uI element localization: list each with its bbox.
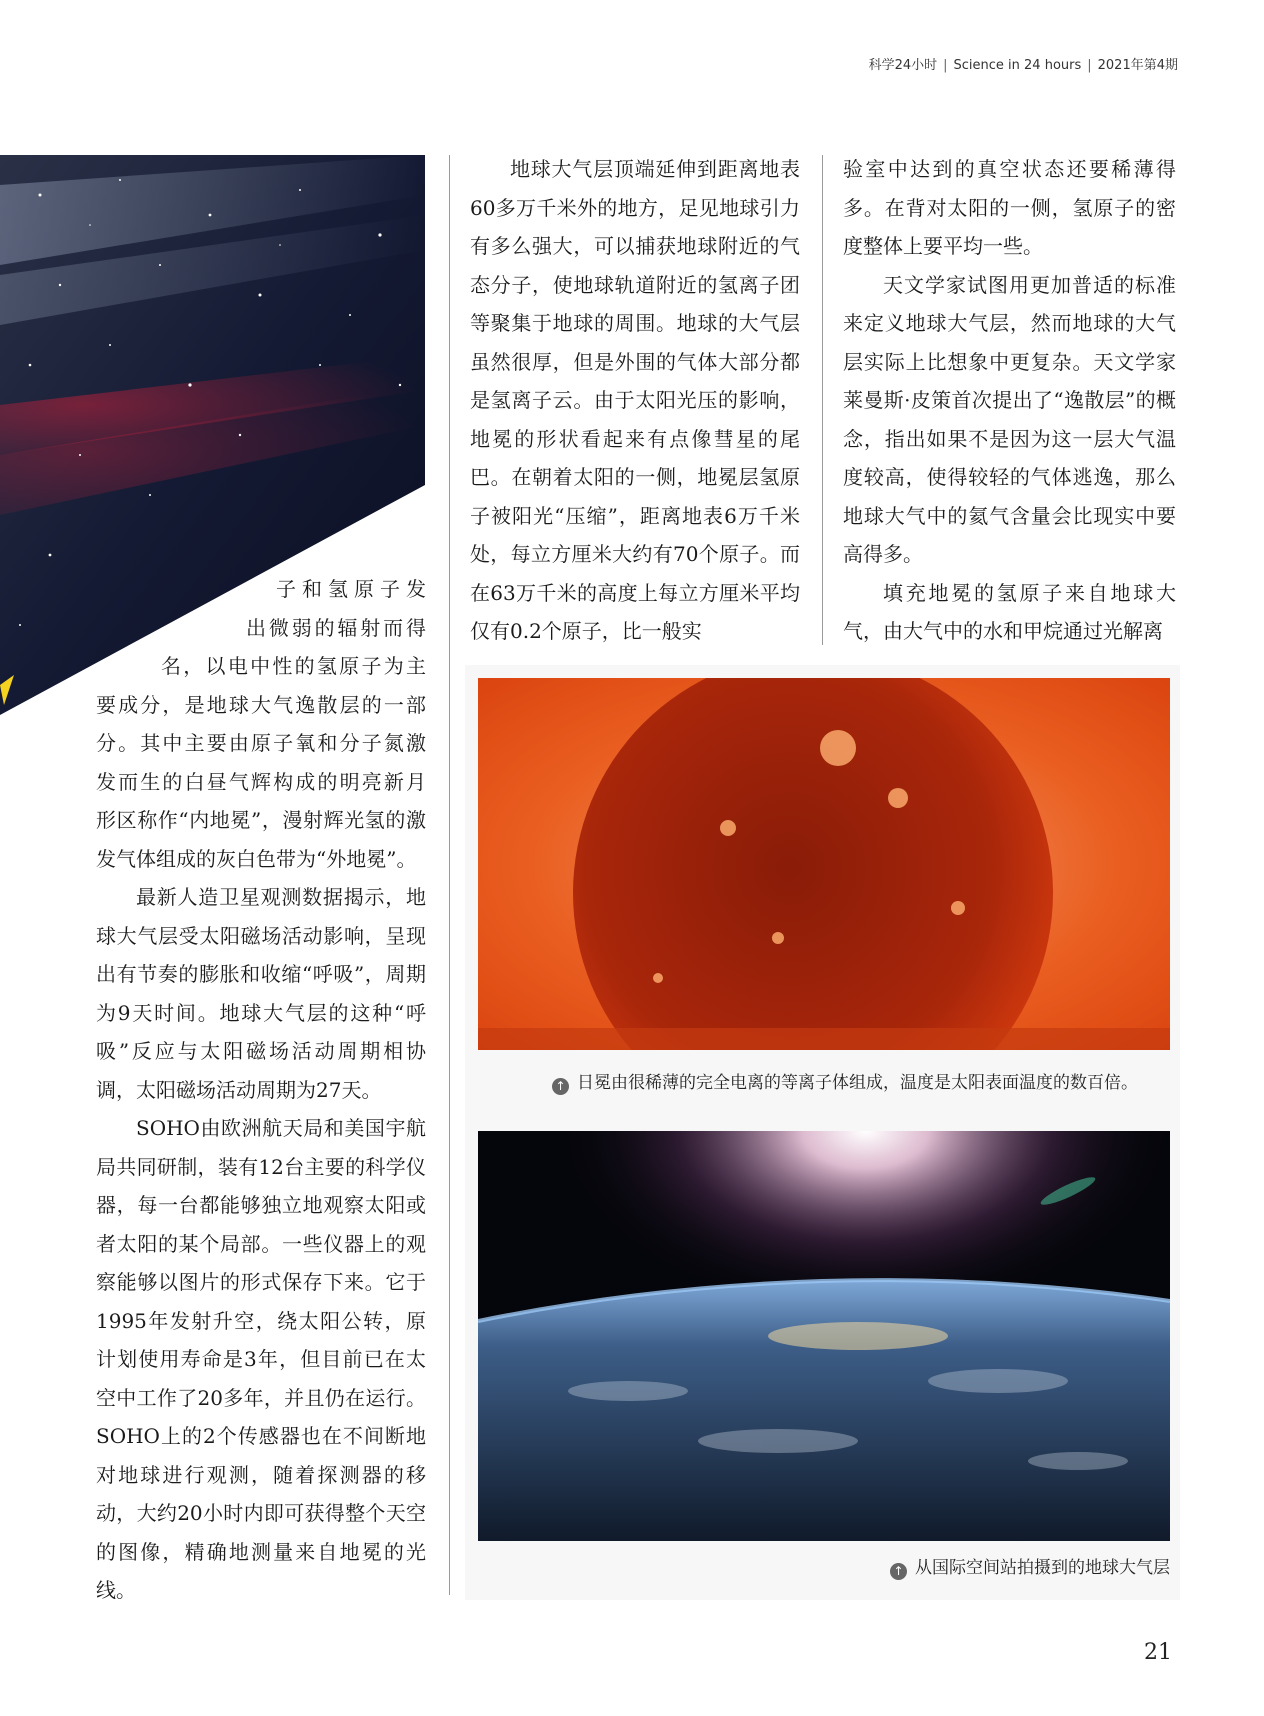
issue-number: 2021年第4期 (1097, 58, 1178, 73)
solar-corona-photo (478, 678, 1170, 1050)
right-para-3: 填充地冕的氢原子来自地球大气，由大气中的水和甲烷通过光解离 (843, 580, 1176, 643)
middle-column (470, 150, 800, 651)
arrow-up-icon: ↑ (890, 1563, 907, 1580)
arrow-up-icon: ↑ (552, 1078, 569, 1095)
caption-text: 从国际空间站拍摄到的地球大气层 (915, 1558, 1170, 1578)
column-divider (822, 155, 823, 645)
running-header (869, 54, 1178, 73)
text-line: 形区称作“内地冕”，漫射辉光氢的激 (96, 808, 426, 832)
text-line: 出微弱的辐射而得 (246, 615, 426, 640)
journal-name-en: Science in 24 hours (953, 58, 1082, 73)
caption-solar-corona (552, 1068, 1138, 1095)
text-line: 要成分，是地球大气逸散层的一部 (96, 692, 426, 717)
right-column (843, 150, 1176, 651)
caption-text: 日冕由很稀薄的完全电离的等离子体组成，温度是太阳表面温度的数百倍。 (577, 1073, 1138, 1093)
journal-name-cn: 科学24小时 (868, 58, 938, 73)
header-separator: | (1087, 58, 1092, 73)
text-line: 发气体组成的灰白色带为“外地冕”。 (96, 846, 417, 871)
column-divider (449, 155, 450, 1595)
middle-para-1: 地球大气层顶端延伸到距离地表60多万千米外的地方，足见地球引力有多么强大，可以捕获地球附近的气态分子，使地球轨道附近的氢离子团等聚集于地球的周围。地球的大气层虽然很厚，但是外围的气体大部分都是氢离子云。由于太阳光压的影响，地冕的形状看起来有点像彗星的尾巴。在朝着太阳的一侧，地冕层氢原子被阳光“压缩”，距离地表6万千米处，每立方厘米大约有70个原子。而在63万千米的高度上每立方厘米平均仅有0.2个原子，比一般实 (470, 157, 800, 643)
left-column (96, 570, 426, 1610)
text-line: 分。其中主要由原子氧和分子氮激 (96, 731, 426, 755)
right-para-1: 验室中达到的真空状态还要稀薄得多。在背对太阳的一侧，氢原子的密度整体上要平均一些。 (843, 157, 1176, 258)
text-line: 名，以电中性的氢原子为主 (161, 654, 426, 678)
left-para-3: SOHO由欧洲航天局和美国宇航局共同研制，装有12台主要的科学仪器，每一台都能够独立地观察太阳或者太阳的某个局部。一些仪器上的观察能够以图片的形式保存下来。它于1995年发射升空，绕太阳公转，原计划使用寿命是3年，但目前已在太空中工作了20多年，并且仍在运行。SOHO上的2个传感器也在不间断地对地球进行观测，随着探测器的移动，大约20小时内即可获得整个天空的图像，精确地测量来自地冕的光线。 (96, 1116, 426, 1602)
header-separator: | (943, 58, 948, 73)
left-para-1 (96, 570, 426, 878)
left-para-2: 最新人造卫星观测数据揭示，地球大气层受太阳磁场活动影响，呈现出有节奏的膨胀和收缩“呼吸”，周期为9天时间。地球大气层的这种“呼吸”反应与太阳磁场活动周期相协调，太阳磁场活动周期为27天。 (96, 885, 426, 1102)
text-line: 子和氢原子发 (276, 577, 426, 601)
page-number: 21 (1144, 1640, 1172, 1665)
earth-atmosphere-photo (478, 1131, 1170, 1541)
right-para-2: 天文学家试图用更加普适的标准来定义地球大气层，然而地球的大气层实际上比想象中更复杂。天文学家莱曼斯·皮策首次提出了“逸散层”的概念，指出如果不是因为这一层大气温度较高，使得较轻的气体逃逸，那么地球大气中的氦气含量会比现实中要高得多。 (843, 272, 1176, 566)
text-line: 发而生的白昼气辉构成的明亮新月 (96, 769, 426, 794)
caption-earth-atmosphere (890, 1553, 1170, 1580)
